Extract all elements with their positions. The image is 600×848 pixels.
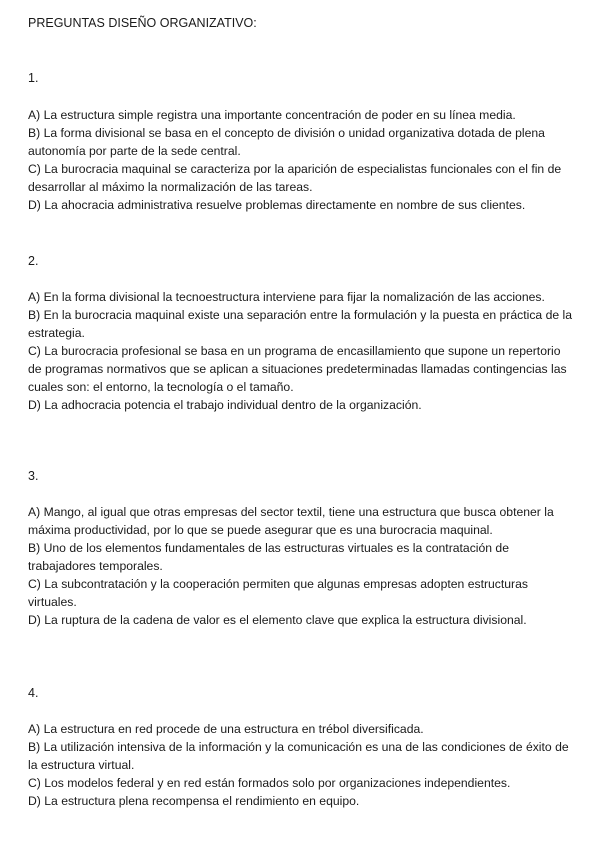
answer-options — [28, 288, 576, 414]
option-d: D) La ruptura de la cadena de valor es el elemento clave que explica la estructura divisional. — [28, 613, 527, 627]
option-c: C) La burocracia maquinal se caracteriza por la aparición de especialistas funcionales con el fin de desarrollar al máximo la normalización de las tareas. — [28, 162, 562, 194]
option-c: C) La burocracia profesional se basa en un programa de encasillamiento que supone un repertorio de programas normativos que se aplican a situaciones predeterminadas llamadas contingencias las cuales son: el entorno, la tecnología o el tamaño. — [28, 344, 567, 394]
option-a: A) En la forma divisional la tecnoestructura interviene para fijar la nomalización de las acciones. — [28, 290, 545, 304]
option-d: D) La estructura plena recompensa el rendimiento en equipo. — [28, 794, 360, 808]
question-number: 4. — [28, 686, 39, 700]
question-3 — [28, 467, 576, 629]
option-b: B) La forma divisional se basa en el concepto de división o unidad organizativa dotada de plena autonomía por parte de la sede central. — [28, 126, 545, 158]
option-a: A) La estructura simple registra una importante concentración de poder en su línea media. — [28, 108, 516, 122]
document-title: PREGUNTAS DISEÑO ORGANIZATIVO: — [28, 16, 257, 30]
question-number: 1. — [28, 71, 39, 85]
answer-options — [28, 106, 576, 214]
option-d: D) La adhocracia potencia el trabajo individual dentro de la organización. — [28, 398, 422, 412]
option-c: C) La subcontratación y la cooperación permiten que algunas empresas adopten estructuras virtuales. — [28, 577, 528, 609]
option-a: A) La estructura en red procede de una estructura en trébol diversificada. — [28, 722, 424, 736]
question-4 — [28, 684, 576, 810]
option-b: B) La utilización intensiva de la información y la comunicación es una de las condiciones de éxito de la estructura virtual. — [28, 740, 569, 772]
question-2 — [28, 252, 576, 414]
option-b: B) Uno de los elementos fundamentales de las estructuras virtuales es la contratación de trabajadores temporales. — [28, 541, 509, 573]
answer-options — [28, 503, 576, 629]
option-b: B) En la burocracia maquinal existe una separación entre la formulación y la puesta en práctica de la estrategia. — [28, 308, 573, 340]
question-1 — [28, 69, 576, 214]
answer-options — [28, 720, 576, 810]
option-d: D) La ahocracia administrativa resuelve problemas directamente en nombre de sus clientes. — [28, 198, 526, 212]
question-number: 3. — [28, 469, 39, 483]
option-a: A) Mango, al igual que otras empresas del sector textil, tiene una estructura que busca obtener la máxima productividad, por lo que se puede asegurar que es una burocracia maquinal. — [28, 505, 554, 537]
question-number: 2. — [28, 254, 39, 268]
option-c: C) Los modelos federal y en red están formados solo por organizaciones independientes. — [28, 776, 511, 790]
